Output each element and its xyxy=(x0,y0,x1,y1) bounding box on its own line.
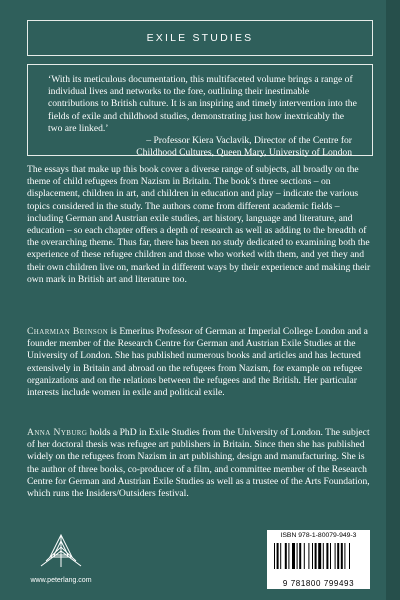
barcode-bar xyxy=(326,543,328,569)
endorsement-attribution-line-1: – Professor Kiera Vaclavik, Director of the Centre for xyxy=(146,135,352,147)
barcode-bar xyxy=(308,543,309,569)
endorsement-quote: ‘With its meticulous documentation, this multifaceted volume brings a range of individual lives and networks to the fore, outlining their inestimable contributions to British culture. It is an inspiring and timely intervention into the fields of exile and childhood studies, demonstrating just how inextricably the two are linked.’ xyxy=(48,74,357,134)
barcode-bar xyxy=(277,543,279,569)
author-bio-text-2: holds a PhD in Exile Studies from the University of London. The subject of her doctoral thesis was refugee art publishers in Britain. Since then she has published widely on the refugees from Nazism in art publishing, design and manufacturing. She is the author of three books, co-producer of a film, and committee member of the Research Centre for German and Austrian Exile Studies as well as a trustee of the Arts Foundation, which runs the Insiders/Outsiders festival. xyxy=(27,427,370,500)
barcode-bar xyxy=(341,543,343,569)
author-name-1: Charmian Brinson xyxy=(27,326,109,337)
barcode-bar xyxy=(344,543,345,569)
barcode-bar xyxy=(299,543,301,569)
barcode-bar xyxy=(330,543,331,569)
barcode-bar xyxy=(274,543,275,569)
barcode-bar xyxy=(318,543,321,569)
barcode-bar xyxy=(337,543,339,569)
barcode-bar xyxy=(280,543,281,569)
barcode-bar xyxy=(285,543,287,569)
barcode-bar xyxy=(323,543,324,569)
barcode-bar xyxy=(349,543,350,569)
cover-edge xyxy=(386,0,400,600)
barcode-bar xyxy=(297,543,298,569)
barcode xyxy=(267,532,370,589)
author-bio-text-1: is Emeritus Professor of German at Imperial College London and a founder member of the Research Centre for German and Austrian Exile Studies at the University of London. She has published numerous books and articles and has lectured extensively in Britain and abroad on the refugees from Nazism, for example on refugee organizations and on the relations between the refugees and the British. Her particular interests include women in exile and political exile. xyxy=(27,326,368,399)
peter-lang-logo-icon xyxy=(38,533,84,569)
publisher-url: www.peterlang.com xyxy=(30,577,92,584)
barcode-bars xyxy=(267,542,370,579)
barcode-bar xyxy=(288,543,289,569)
endorsement-attribution-line-2: Childhood Cultures, Queen Mary, University of London xyxy=(136,147,352,159)
author-bio-1 xyxy=(27,326,373,399)
barcode-bar xyxy=(312,543,313,569)
series-title: EXILE STUDIES xyxy=(146,32,254,44)
barcode-bar xyxy=(292,543,295,569)
endorsement-box xyxy=(27,64,373,159)
barcode-bar xyxy=(315,543,317,569)
series-banner xyxy=(27,20,373,56)
publisher-block xyxy=(26,533,96,584)
author-bio-2 xyxy=(27,427,373,500)
barcode-bar xyxy=(335,543,336,569)
barcode-bar xyxy=(304,543,305,569)
book-description: The essays that make up this book cover a diverse range of subjects, all broadly on the theme of child refugees from Nazism in Britain. The book’s three sections – on displacement, children in art, and children in education and play – indicate the various topics considered in the study. The authors come from different academic fields – including German and Austrian exile studies, art history, language and literature, and education – so each chapter offers a depth of research as well as adding to the breadth of the overarching theme. Thus far, there has been no study dedicated to examining both the experience of these refugee children and those who worked with them, and yet they and their own children live on, marked in different ways by their experience and making their own mark in British art and literature too. xyxy=(27,164,371,285)
isbn-label: ISBN 978-1-80079-949-3 xyxy=(267,530,370,541)
ean-digits: 9 781800 799493 xyxy=(282,579,355,588)
author-name-2: Anna Nyburg xyxy=(27,427,88,438)
